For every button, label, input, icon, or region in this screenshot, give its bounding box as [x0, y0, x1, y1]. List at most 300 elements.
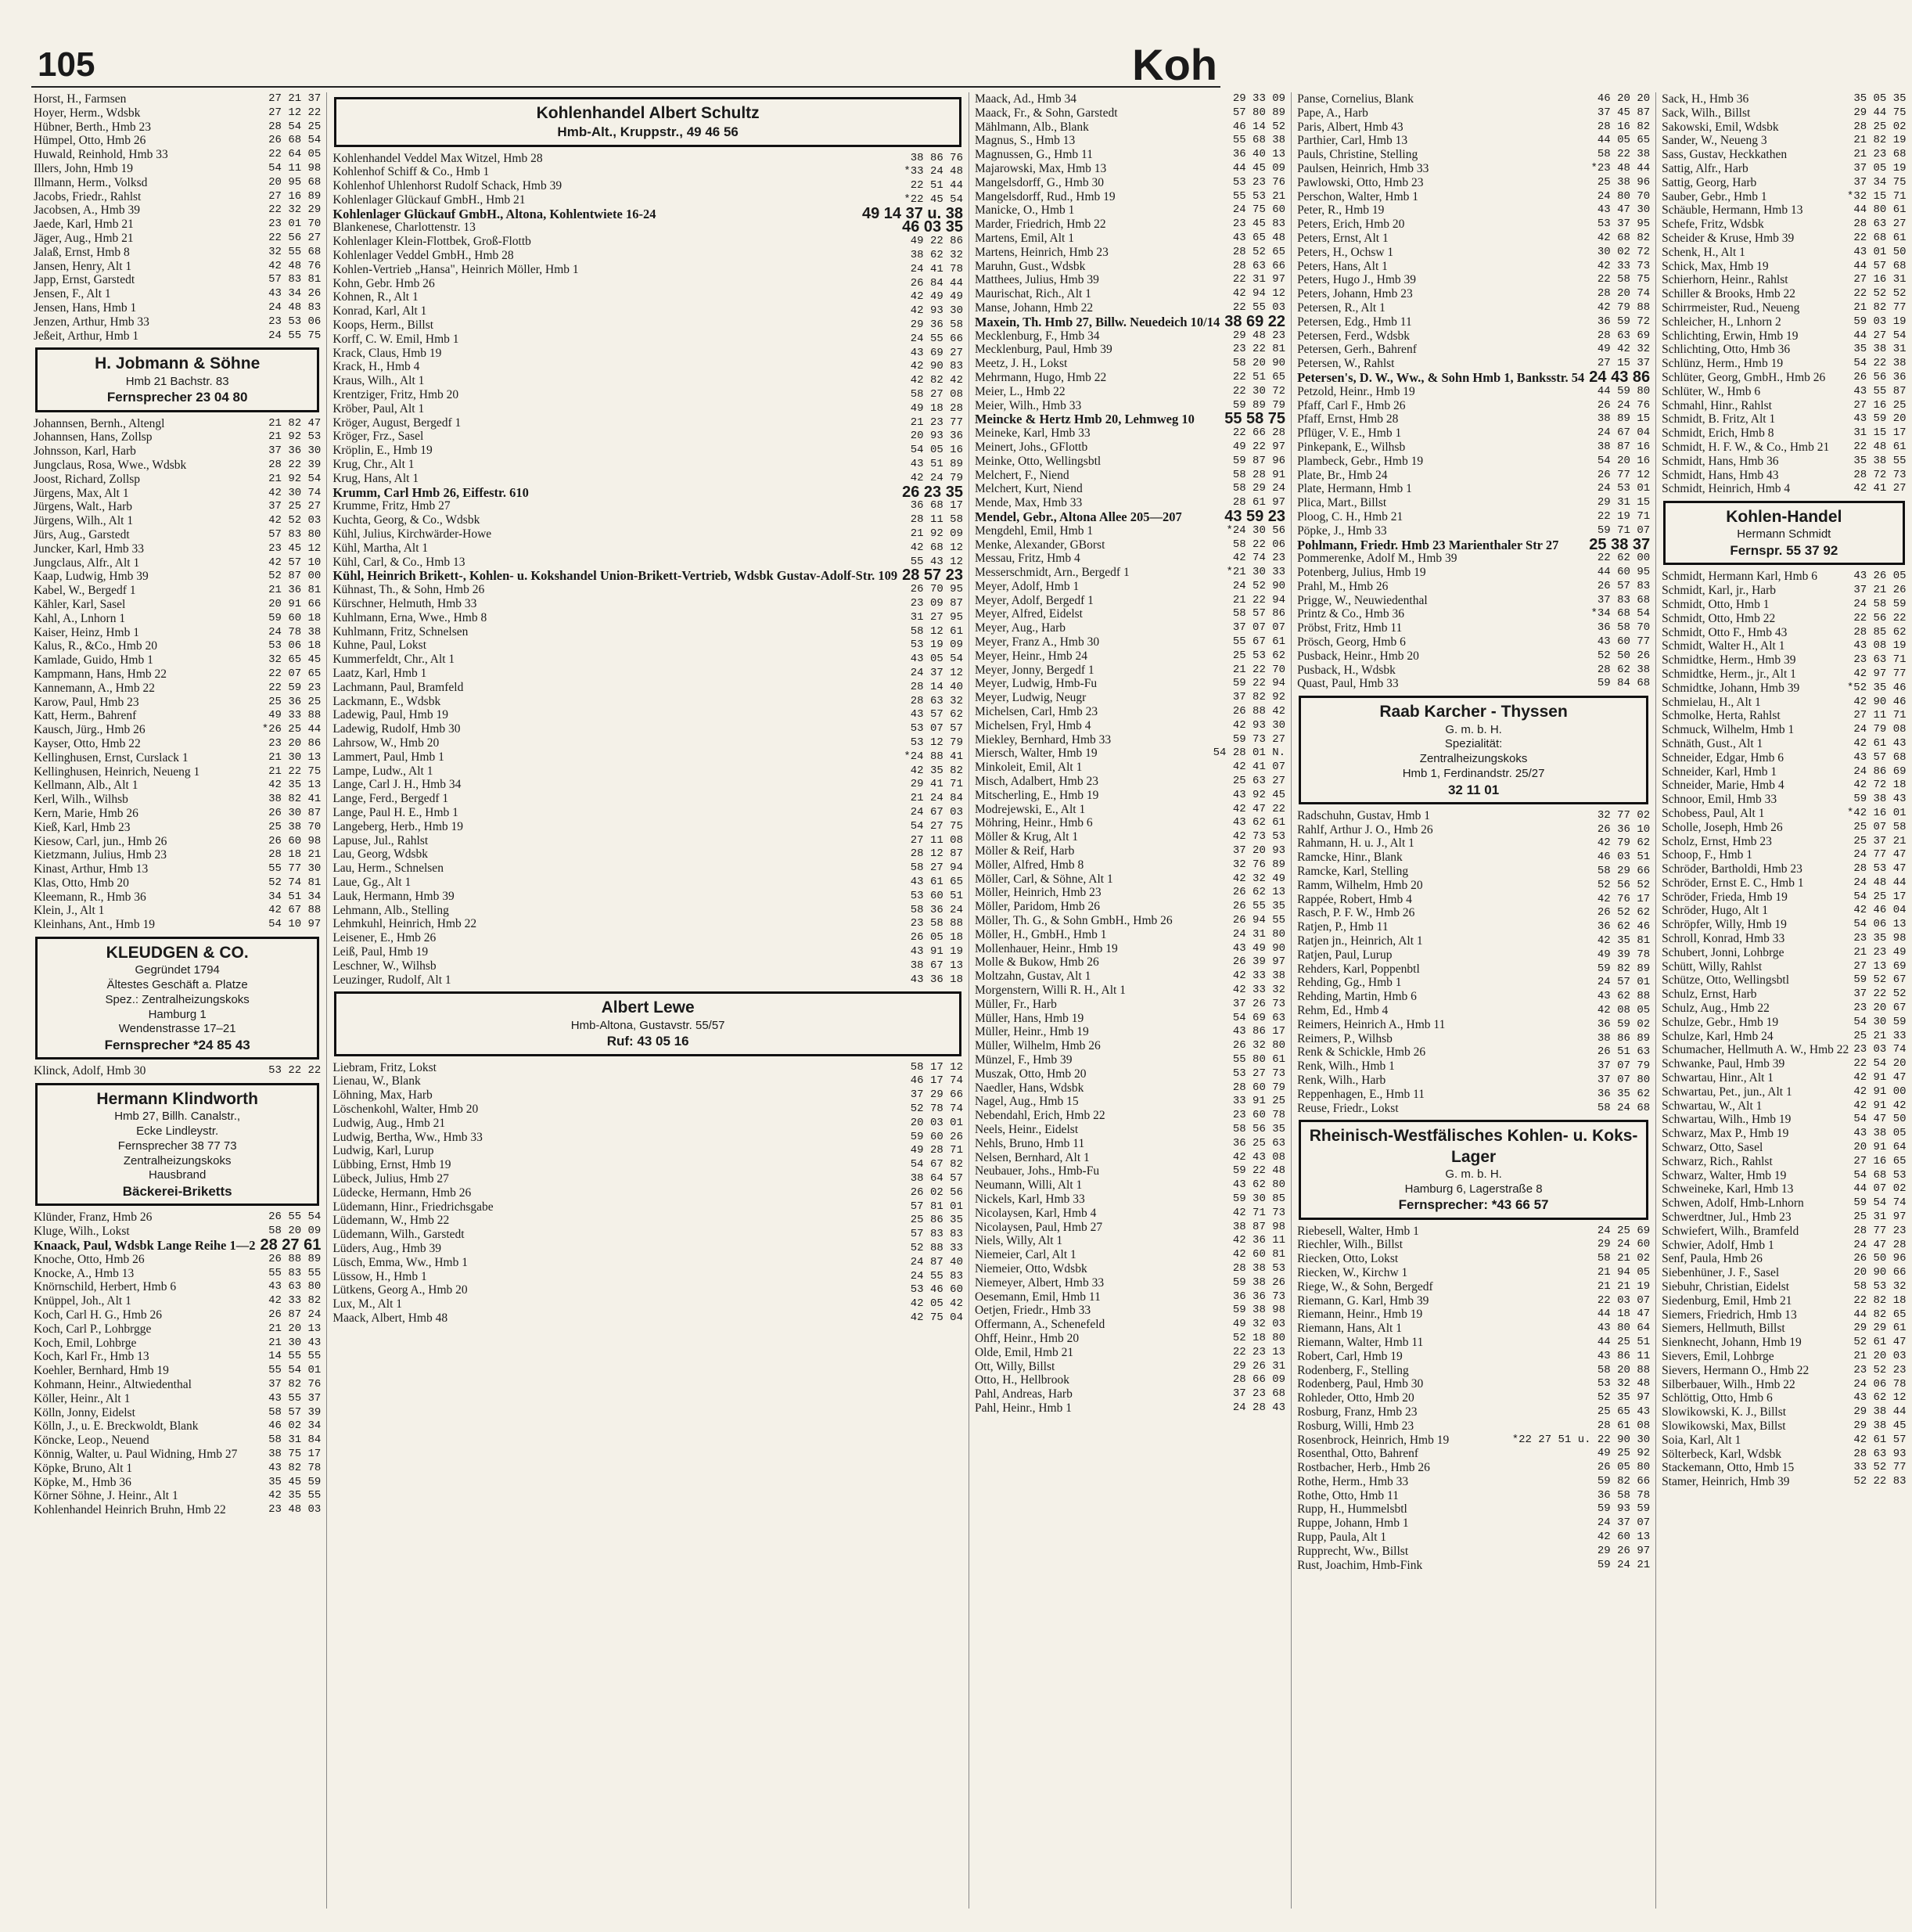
entry-name: Ratjen, P., Hmb 11: [1297, 920, 1389, 934]
advertisement: [334, 97, 961, 147]
entry-name: Miersch, Walter, Hmb 19: [974, 747, 1098, 761]
entry-phone: 31 15 17: [1853, 426, 1907, 440]
directory-entry: [975, 1304, 1285, 1318]
directory-entry: [975, 1151, 1285, 1165]
entry-name: Köller, Heinr., Alt 1: [34, 1391, 131, 1405]
entry-name: Schwartau, Hinr., Alt 1: [1662, 1071, 1774, 1085]
entry-phone: 55 58 75: [1224, 410, 1286, 428]
entry-phone: 46 17 74: [910, 1074, 963, 1088]
directory-entry: [1297, 990, 1650, 1004]
directory-entry: [975, 900, 1285, 914]
entry-name: Lüdecke, Hermann, Hmb 26: [332, 1185, 472, 1200]
directory-entry: [1662, 639, 1906, 653]
directory-entry: [34, 1419, 321, 1434]
directory-entry: [1662, 232, 1906, 246]
entry-phone: 28 63 27: [1853, 218, 1907, 231]
ad-heading: H. Jobmann & Söhne: [95, 354, 261, 373]
entry-phone: 54 69 63: [1232, 1011, 1286, 1024]
entry-name: Lüdemann, W., Hmb 22: [332, 1214, 450, 1228]
entry-phone: 20 91 66: [268, 597, 322, 610]
entry-phone: 52 78 74: [910, 1102, 963, 1115]
directory-entry: [975, 371, 1285, 385]
directory-entry: [34, 1308, 321, 1322]
entry-phone: 26 68 54: [268, 134, 322, 147]
entry-name: Kausch, Jürg., Hmb 26: [34, 723, 146, 737]
entry-phone: 28 14 40: [910, 680, 963, 693]
entry-name: Riechler, Wilh., Billst: [1297, 1238, 1403, 1252]
entry-phone: 23 60 78: [1232, 1109, 1286, 1122]
entry-name: Schneider, Edgar, Hmb 6: [1662, 750, 1784, 765]
directory-entry: [975, 1373, 1285, 1387]
entry-phone: 43 60 77: [1597, 635, 1651, 649]
entry-phone: 26 62 13: [1232, 886, 1286, 899]
advertisement: [334, 991, 961, 1056]
entry-phone: 14 55 55: [268, 1350, 322, 1363]
entry-name: Ratjen, Paul, Lurup: [1297, 948, 1393, 962]
directory-entry: [1297, 469, 1650, 483]
entry-name: Kuhlmann, Erna, Wwe., Hmb 8: [332, 610, 487, 624]
entry-name: Kabel, W., Bergedf 1: [34, 584, 136, 598]
directory-entry: [34, 584, 321, 598]
directory-entry: [34, 459, 321, 473]
entry-name: Koch, Carl P., Lohbrgge: [34, 1322, 152, 1336]
entry-phone: 36 35 62: [1597, 1087, 1651, 1100]
entry-name: Schroll, Konrad, Hmb 33: [1662, 932, 1785, 946]
entry-name: Karow, Paul, Hmb 23: [34, 695, 139, 709]
entry-phone: 22 07 65: [268, 667, 322, 680]
directory-entry: [34, 1350, 321, 1364]
entry-phone: 28 57 23: [902, 567, 963, 585]
directory-entry: [1297, 315, 1650, 329]
entry-name: Rodenberg, F., Stelling: [1297, 1363, 1409, 1377]
entry-name: Nelsen, Bernhard, Alt 1: [974, 1150, 1090, 1164]
ad-line: G. m. b. H.: [1445, 722, 1502, 736]
directory-entry: [1297, 535, 1651, 553]
entry-phone: 44 59 80: [1597, 384, 1651, 398]
directory-entry: [332, 1283, 963, 1297]
entry-phone: 26 02 56: [910, 1185, 963, 1199]
directory-entry: [975, 1290, 1285, 1304]
entry-name: Meier, Wilh., Hmb 33: [974, 398, 1082, 412]
entry-name: Krug, Chr., Alt 1: [332, 458, 415, 472]
entry-name: Hübner, Berth., Hmb 23: [34, 120, 152, 134]
entry-phone: 52 88 33: [910, 1241, 963, 1254]
entry-phone: 42 71 73: [1232, 1206, 1286, 1219]
entry-phone: 26 51 63: [1597, 1045, 1651, 1059]
entry-name: Potenberg, Julius, Hmb 19: [1297, 566, 1426, 580]
entry-phone: 37 26 73: [1232, 997, 1286, 1010]
directory-entry: [1662, 1252, 1906, 1266]
directory-entry: [34, 653, 321, 667]
directory-entry: [1297, 412, 1650, 426]
entry-phone: 44 27 54: [1853, 329, 1907, 342]
entry-phone: 25 38 37: [1589, 535, 1651, 553]
directory-entry: [975, 412, 1285, 426]
entry-name: Kohlenlager Veddel GmbH., Hmb 28: [332, 249, 514, 263]
entry-name: Löhning, Max, Harb: [332, 1088, 433, 1103]
directory-entry: [1297, 1074, 1650, 1088]
directory-entry: [34, 514, 321, 528]
entry-name: Klünder, Franz, Hmb 26: [34, 1211, 153, 1225]
directory-entry: [975, 1248, 1285, 1262]
entry-phone: 55 53 21: [1232, 189, 1286, 203]
directory-entry: [1297, 664, 1650, 678]
directory-entry: [975, 594, 1285, 608]
entry-name: Köpke, Bruno, Alt 1: [34, 1461, 133, 1475]
entry-phone: 27 12 22: [268, 106, 322, 119]
directory-entry: [975, 1039, 1285, 1053]
entry-name: Pauls, Christine, Stelling: [1297, 148, 1418, 162]
entry-name: Petersen, Ferd., Wdsbk: [1297, 329, 1410, 343]
directory-entry: [1297, 552, 1650, 566]
entry-phone: 29 48 23: [1232, 329, 1286, 342]
directory-entry: [332, 152, 963, 166]
directory-entry: [34, 430, 321, 444]
entry-name: Riecken, W., Kirchw 1: [1297, 1265, 1408, 1279]
directory-entry: [1662, 1043, 1906, 1057]
entry-phone: 20 93 36: [910, 430, 963, 443]
entry-phone: 42 60 13: [1597, 1531, 1651, 1544]
entry-name: Schmidt, Erich, Hmb 8: [1662, 426, 1774, 441]
entry-phone: 29 26 31: [1232, 1359, 1286, 1373]
entry-phone: 23 48 03: [268, 1503, 322, 1516]
entry-name: Ploog, C. H., Hmb 21: [1297, 509, 1403, 523]
directory-entry: [1297, 1060, 1650, 1074]
entry-phone: 37 25 27: [268, 500, 322, 513]
entry-phone: 54 25 17: [1853, 890, 1907, 903]
entry-name: Petersen's, D. W., Ww., & Sohn Hmb 1, Banksstr. 54: [1297, 369, 1585, 385]
directory-entry: [332, 765, 963, 779]
entry-phone: 22 23 13: [1232, 1345, 1286, 1358]
entry-phone: 42 35 55: [268, 1489, 322, 1502]
entry-name: Klein, J., Alt 1: [34, 904, 105, 918]
entry-phone: 29 38 45: [1853, 1419, 1907, 1432]
entry-name: Lüsch, Emma, Ww., Hmb 1: [332, 1255, 468, 1269]
entry-name: Lau, Georg, Wdsbk: [332, 847, 429, 862]
entry-phone: 24 67 04: [1597, 426, 1651, 440]
directory-entry: [332, 1117, 963, 1131]
entry-name: Konrad, Karl, Alt 1: [332, 304, 427, 318]
entry-phone: 59 89 79: [1232, 398, 1286, 412]
entry-name: Peters, Erich, Hmb 20: [1297, 218, 1405, 232]
directory-entry: [332, 444, 963, 458]
entry-phone: 55 68 38: [1232, 134, 1286, 147]
entry-name: Ramcke, Hinr., Blank: [1297, 851, 1403, 865]
entry-name: Schulze, Gebr., Hmb 19: [1662, 1015, 1779, 1029]
entry-name: Koch, Carl H. G., Hmb 26: [34, 1308, 163, 1322]
entry-phone: 54 10 97: [268, 918, 322, 931]
directory-entry: [332, 263, 963, 277]
entry-phone: 53 07 57: [910, 722, 963, 736]
directory-entry: [1662, 960, 1906, 974]
entry-phone: 52 35 97: [1597, 1391, 1651, 1405]
entry-name: Kellmann, Alb., Alt 1: [34, 779, 138, 793]
entry-name: Sattig, Alfr., Harb: [1662, 161, 1748, 175]
entry-phone: *22 27 51 u. 22 90 30: [1511, 1433, 1651, 1446]
entry-phone: 44 80 61: [1853, 203, 1907, 217]
entry-name: Matthees, Julius, Hmb 39: [974, 273, 1099, 287]
entry-phone: 28 63 66: [1232, 259, 1286, 272]
entry-phone: 24 43 86: [1589, 368, 1651, 386]
entry-name: Schwarz, Max P., Hmb 19: [1662, 1127, 1789, 1141]
entry-name: Messau, Fritz, Hmb 4: [974, 552, 1080, 566]
entry-name: Riemann, G. Karl, Hmb 39: [1297, 1293, 1429, 1308]
entry-phone: 25 38 96: [1597, 175, 1651, 189]
entry-name: Reimers, P., Wilhsb: [1297, 1031, 1393, 1045]
ad-heading: Raab Karcher - Thyssen: [1379, 703, 1568, 721]
directory-entry: [332, 667, 963, 681]
directory-entry: [1662, 1475, 1906, 1489]
directory-entry: [1662, 612, 1906, 626]
entry-name: Pohlmann, Friedr. Hmb 23 Marienthaler Str 27: [1297, 537, 1559, 552]
entry-phone: 24 47 28: [1853, 1238, 1907, 1251]
directory-entry: [1662, 315, 1906, 329]
entry-name: Lehmann, Alb., Stelling: [332, 903, 449, 917]
entry-phone: 58 24 68: [1597, 1101, 1651, 1114]
directory-entry: [1662, 682, 1906, 696]
entry-phone: 43 59 20: [1853, 412, 1907, 426]
entry-phone: 38 64 57: [910, 1171, 963, 1185]
directory-entry: [1297, 1475, 1650, 1489]
entry-name: Jansen, Henry, Alt 1: [34, 259, 132, 273]
entry-phone: 27 11 08: [910, 833, 963, 847]
directory-entry: [1662, 876, 1906, 890]
entry-name: Schmidt, Otto F., Hmb 43: [1662, 625, 1788, 639]
entry-phone: 59 82 89: [1597, 962, 1651, 975]
entry-phone: 58 57 86: [1232, 607, 1286, 621]
directory-entry: [1662, 1002, 1906, 1016]
directory-entry: [975, 1401, 1285, 1416]
entry-name: Schwiefert, Wilh., Bramfeld: [1662, 1224, 1799, 1238]
ad-line: Wendenstrasse 17–21: [118, 1022, 236, 1036]
entry-phone: 59 38 98: [1232, 1304, 1286, 1317]
directory-entry: [1297, 594, 1650, 608]
directory-entry: [332, 722, 963, 736]
running-head: Koh: [1132, 40, 1217, 89]
ad-line: G. m. b. H.: [1445, 1167, 1502, 1181]
entry-name: Lange, Carl J. H., Hmb 34: [332, 778, 462, 792]
entry-phone: 24 53 01: [1597, 482, 1651, 495]
directory-entry: [975, 1164, 1285, 1178]
entry-phone: 33 91 25: [1232, 1095, 1286, 1108]
directory-entry: [34, 918, 321, 932]
entry-name: Kohmann, Heinr., Altwiedenthal: [34, 1377, 192, 1391]
entry-phone: 52 50 26: [1597, 649, 1651, 662]
directory-entry: [1662, 1419, 1906, 1434]
entry-name: Schnäth, Gust., Alt 1: [1662, 736, 1763, 750]
entry-name: Löschenkohl, Walter, Hmb 20: [332, 1102, 479, 1116]
directory-entry: [1662, 821, 1906, 835]
entry-name: Lüdemann, Wilh., Garstedt: [332, 1228, 465, 1242]
entry-name: Kohlenhandel Veddel Max Witzel, Hmb 28: [332, 151, 543, 165]
entry-phone: 42 91 00: [1853, 1085, 1907, 1098]
directory-entry: [34, 696, 321, 710]
entry-name: Schröder, Frieda, Hmb 19: [1662, 890, 1788, 904]
directory-entry: [34, 612, 321, 626]
entry-phone: 59 82 66: [1597, 1474, 1651, 1488]
ad-heading: KLEUDGEN & CO.: [106, 944, 249, 962]
directory-entry: [1662, 1266, 1906, 1280]
entry-name: Leschner, W., Wilhsb: [332, 959, 437, 973]
directory-entry: [1662, 918, 1906, 932]
directory-entry: [1297, 482, 1650, 496]
entry-name: Lauk, Hermann, Hmb 39: [332, 889, 455, 903]
entry-phone: 46 03 35: [902, 218, 963, 236]
entry-phone: 36 59 02: [1597, 1017, 1651, 1031]
entry-phone: 38 87 16: [1597, 440, 1651, 453]
entry-phone: 21 22 94: [1232, 593, 1286, 606]
entry-name: Kröber, Paul, Alt 1: [332, 401, 425, 416]
directory-entry: [1662, 371, 1906, 385]
entry-name: Johannsen, Hans, Zollsp: [34, 430, 153, 444]
entry-phone: 59 60 26: [910, 1130, 963, 1143]
directory-entry: [1297, 273, 1650, 287]
directory-entry: [34, 1267, 321, 1281]
entry-phone: 37 21 26: [1853, 584, 1907, 597]
directory-entry: [332, 527, 963, 541]
entry-phone: 21 82 19: [1853, 134, 1907, 147]
entry-phone: 43 86 11: [1597, 1349, 1651, 1362]
entry-phone: 54 28 01 N.: [1213, 747, 1286, 760]
entry-phone: 49 39 78: [1597, 948, 1651, 961]
directory-entry: [975, 1012, 1285, 1026]
entry-phone: *34 68 54: [1590, 607, 1651, 621]
entry-phone: 37 82 92: [1232, 691, 1286, 704]
directory-entry: [1297, 836, 1650, 851]
directory-entry: [1297, 1225, 1650, 1239]
entry-name: Rasch, P. F. W., Hmb 26: [1297, 906, 1415, 920]
entry-phone: 58 36 24: [910, 903, 963, 916]
directory-entry: [975, 705, 1285, 719]
directory-entry: [332, 973, 963, 988]
entry-phone: 58 28 91: [1232, 468, 1286, 481]
entry-name: Sass, Gustav, Heckkathen: [1662, 148, 1788, 162]
entry-name: Kellinghusen, Ernst, Curslack 1: [34, 750, 189, 765]
directory-entry: [332, 541, 963, 556]
entry-name: Schmielau, H., Alt 1: [1662, 695, 1761, 709]
entry-phone: 22 32 29: [268, 203, 322, 217]
directory-entry: [975, 1095, 1285, 1109]
entry-name: Renk, Wilh., Hmb 1: [1297, 1060, 1395, 1074]
directory-entry: [332, 304, 963, 318]
directory-columns: [28, 92, 1907, 1909]
directory-entry: [1662, 1448, 1906, 1462]
entry-name: Möller, H., GmbH., Hmb 1: [974, 927, 1107, 941]
entry-phone: 59 38 26: [1232, 1275, 1286, 1289]
entry-phone: 53 32 48: [1597, 1377, 1651, 1391]
entry-name: Kannemann, A., Hmb 22: [34, 681, 155, 695]
directory-entry: [332, 513, 963, 527]
entry-name: Japp, Ernst, Garstedt: [34, 273, 135, 287]
entry-name: Senf, Paula, Hmb 26: [1662, 1252, 1763, 1266]
entry-name: Lehmkuhl, Heinrich, Hmb 22: [332, 917, 477, 931]
entry-phone: 42 24 79: [910, 471, 963, 484]
entry-phone: 28 63 32: [910, 694, 963, 707]
entry-phone: 54 27 75: [910, 819, 963, 833]
entry-phone: *52 35 46: [1846, 681, 1907, 694]
directory-entry: [1297, 1336, 1650, 1350]
entry-phone: 42 33 32: [1232, 984, 1286, 996]
entry-name: Peter, R., Hmb 19: [1297, 203, 1385, 218]
directory-entry: [1662, 246, 1906, 260]
entry-phone: 21 92 54: [268, 472, 322, 485]
directory-entry: [1662, 807, 1906, 821]
entry-phone: 53 23 76: [1232, 175, 1286, 189]
directory-entry: [1297, 1434, 1650, 1448]
entry-name: Moltzahn, Gustav, Alt 1: [974, 970, 1091, 984]
directory-entry: [975, 998, 1285, 1012]
entry-name: Manse, Johann, Hmb 22: [974, 300, 1094, 315]
entry-phone: 28 38 53: [1232, 1261, 1286, 1275]
entry-phone: 28 25 02: [1853, 120, 1907, 133]
directory-entry: [975, 134, 1285, 148]
directory-entry: [975, 1262, 1285, 1276]
directory-entry: [1297, 287, 1650, 301]
directory-entry: [332, 1256, 963, 1270]
entry-phone: 35 38 55: [1853, 454, 1907, 467]
directory-entry: [975, 1081, 1285, 1096]
directory-entry: [1297, 441, 1650, 455]
entry-name: Pflüger, V. E., Hmb 1: [1297, 426, 1402, 441]
entry-name: Jürgens, Max, Alt 1: [34, 486, 129, 500]
directory-entry: [332, 290, 963, 304]
entry-phone: 22 03 07: [1597, 1293, 1651, 1307]
entry-name: Siebuhr, Christian, Eidelst: [1662, 1280, 1790, 1293]
ad-line: Hmb 1, Ferdinandstr. 25/27: [1402, 766, 1545, 780]
directory-entry: [1297, 1419, 1650, 1434]
entry-name: Martens, Emil, Alt 1: [974, 231, 1074, 245]
entry-phone: 22 51 65: [1232, 370, 1286, 383]
entry-phone: 21 24 84: [910, 792, 963, 805]
directory-entry: [1297, 343, 1650, 357]
entry-phone: 42 91 47: [1853, 1071, 1907, 1085]
entry-phone: 28 62 38: [1597, 663, 1651, 676]
entry-name: Lux, M., Alt 1: [332, 1297, 403, 1311]
entry-name: Schmidtke, Herm., jr., Alt 1: [1662, 667, 1796, 681]
directory-entry: [975, 441, 1285, 455]
directory-entry: [332, 1061, 963, 1075]
entry-phone: 43 36 18: [910, 973, 963, 986]
directory-entry: [1297, 635, 1650, 649]
entry-name: Pahl, Andreas, Harb: [974, 1387, 1073, 1401]
directory-entry: [1297, 1545, 1650, 1559]
entry-phone: 59 60 18: [268, 611, 322, 624]
entry-name: Kaap, Ludwig, Hmb 39: [34, 570, 149, 584]
directory-entry: [332, 639, 963, 653]
entry-phone: 42 35 82: [910, 764, 963, 777]
entry-phone: 44 05 65: [1597, 134, 1651, 147]
directory-entry: [975, 1346, 1285, 1360]
directory-entry: [332, 1242, 963, 1256]
directory-entry: [975, 1332, 1285, 1346]
directory-entry: [332, 499, 963, 513]
entry-phone: 23 52 23: [1853, 1363, 1907, 1376]
directory-entry: [34, 723, 321, 737]
directory-entry: [34, 779, 321, 793]
entry-name: Neels, Heinr., Eidelst: [974, 1122, 1079, 1136]
entry-phone: 52 61 47: [1853, 1336, 1907, 1349]
entry-name: Prahl, M., Hmb 26: [1297, 579, 1389, 593]
entry-phone: 38 89 15: [1597, 412, 1651, 426]
directory-entry: [975, 747, 1285, 761]
entry-name: Maxein, Th. Hmb 27, Billw. Neuedeich 10/14: [974, 314, 1220, 329]
entry-phone: 58 31 84: [268, 1434, 322, 1447]
entry-phone: 59 03 19: [1853, 315, 1907, 328]
entry-name: Johannsen, Bernh., Altengl: [34, 416, 165, 430]
directory-entry: [975, 273, 1285, 287]
directory-entry: [1297, 232, 1650, 246]
entry-name: Panse, Cornelius, Blank: [1297, 92, 1414, 106]
